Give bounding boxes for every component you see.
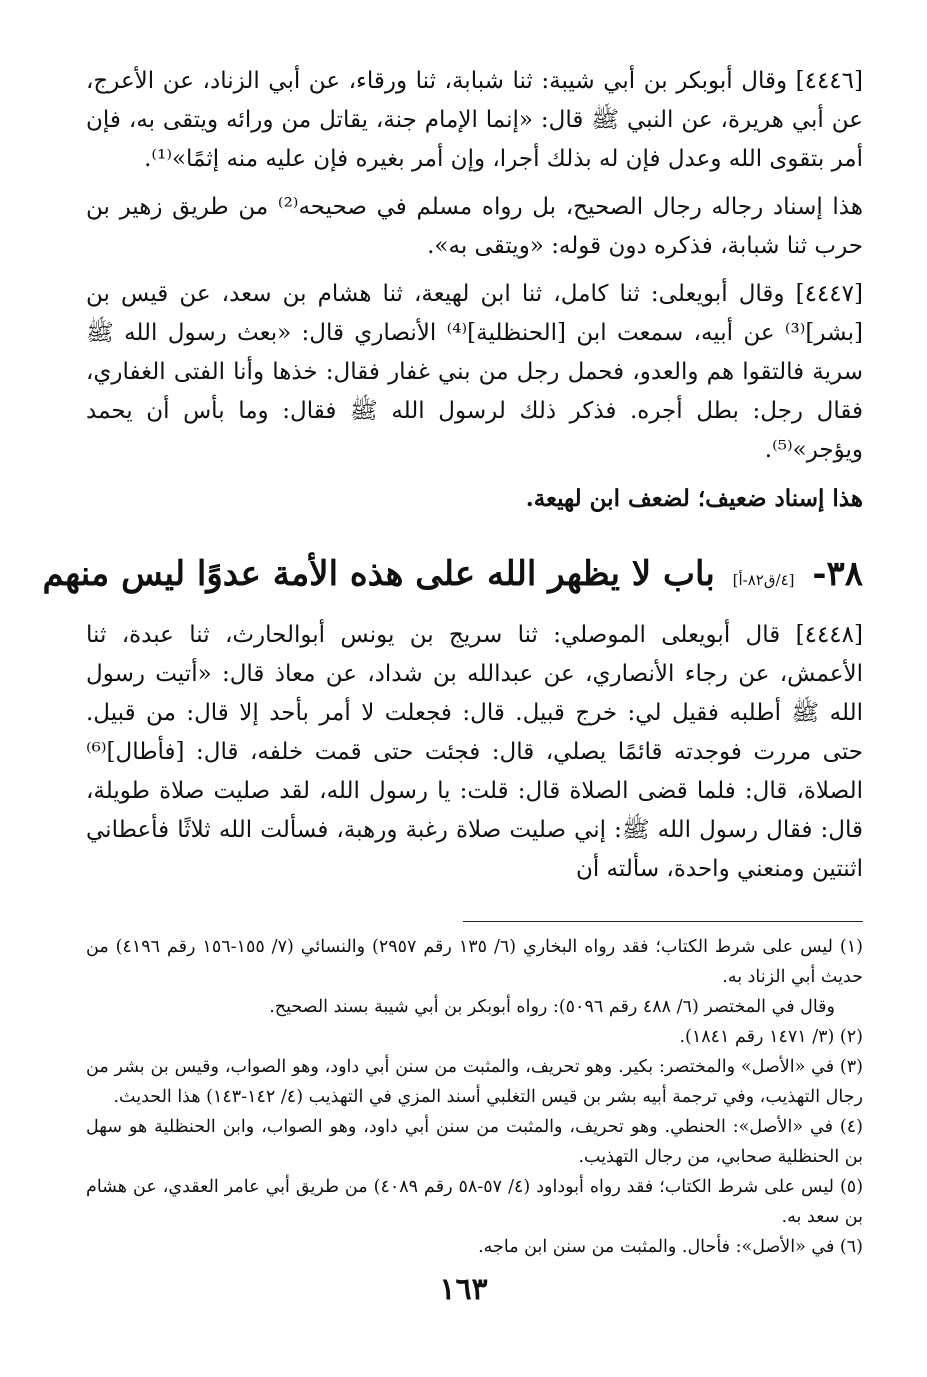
footnote-4: (٤) في «الأصل»: الحنطي. وهو تحريف، والمثبت من سنن أبي داود، وهو الصواب، وابن الحنظلية هو سهل بن الحنظلية صحابي، من رجال التهذيب. (86, 1117, 863, 1167)
main-text (42, 62, 864, 889)
footnote-1-continuation: وقال في المختصر (٦/ ٤٨٨ رقم ٥٠٩٦): رواه أبوبكر بن أبي شيبة بسند الصحيح. (269, 997, 835, 1017)
footnote-3: (٣) في «الأصل» والمختصر: بكير. وهو تحريف، والمثبت من سنن أبي داود، وهو الصواب، وقيس بن بشر من رجال التهذيب، وفي ترجمة أبيه بشر بن قيس التغلبي أسند المزي في التهذيب (٤/ ١٤٢-١٤٣) هذا الحديث. (86, 1057, 863, 1107)
manuscript-reference: [٤/ق٨٢-أ] (732, 571, 795, 589)
chapter-number: ٣٨- (812, 554, 863, 594)
footnotes (86, 932, 863, 1262)
isnad-comment-4447: هذا إسناد ضعيف؛ لضعف ابن لهيعة. (525, 485, 863, 512)
hadith-4447: [٤٤٤٧] وقال أبويعلى: ثنا كامل، ثنا ابن لهيعة، ثنا هشام بن سعد، عن قيس بن [بشر]⁽³⁾ عن أبيه، سمعت ابن [الحنظلية]⁽⁴⁾ الأنصاري قال: «بعث رسول الله ﷺ سرية فالتقوا هم والعدو، فحمل رجل من بني غفار فقال: خذها وأنا الفتى الغفاري، فقال رجل: بطل أجره. فذكر ذلك لرسول الله ﷺ فقال: وما بأس أن يحمد ويؤجر»⁽⁵⁾. (86, 281, 863, 463)
footnote-5: (٥) ليس على شرط الكتاب؛ فقد رواه أبوداود (٤/ ٥٧-٥٨ رقم ٤٠٨٩) من طريق أبي عامر العقدي، عن هشام بن سعد به. (86, 1177, 864, 1227)
chapter-title: باب لا يظهر الله على هذه الأمة عدوًا ليس منهم (42, 554, 715, 594)
footnote-6: (٦) في «الأصل»: فأحال. والمثبت من سنن ابن ماجه. (478, 1237, 863, 1257)
hadith-4448: [٤٤٤٨] قال أبويعلى الموصلي: ثنا سريج بن يونس أبوالحارث، ثنا عبدة، ثنا الأعمش، عن رجاء الأنصاري، عن عبدالله بن شداد، عن معاذ قال: «أتيت رسول الله ﷺ أطلبه فقيل لي: خرج قبيل. قال: فجعلت لا أمر بأحد إلا قال: من قبيل. حتى مررت فوجدته قائمًا يصلي، قال: فجئت حتى قمت خلفه، قال: [فأطال]⁽⁶⁾ الصلاة، قال: فلما قضى الصلاة قال: قلت: يا رسول الله، لقد صليت صلاة طويلة، قال: فقال رسول الله ﷺ: إني صليت صلاة رغبة ورهبة، فسألت الله ثلاثًا فأعطاني اثنتين ومنعني واحدة، سألته أن (86, 622, 863, 882)
chapter-heading (42, 548, 863, 606)
footnote-divider (463, 921, 863, 922)
footnote-2: (٢) (٣/ ١٤٧١ رقم ١٨٤١). (679, 1027, 863, 1047)
footnote-1: (١) ليس على شرط الكتاب؛ فقد رواه البخاري (٦/ ١٣٥ رقم ٢٩٥٧) والنسائي (٧/ ١٥٥-١٥٦ رقم ٤١٩٦) من حديث أبي الزناد به. (86, 937, 863, 987)
isnad-comment-4446: هذا إسناد رجاله رجال الصحيح، بل رواه مسلم في صحيحه⁽²⁾ من طريق زهير بن حرب ثنا شبابة، فذكره دون قوله: «ويتقى به». (86, 194, 864, 259)
page-number: ١٦٣ (439, 1272, 488, 1307)
hadith-4446: [٤٤٤٦] وقال أبوبكر بن أبي شيبة: ثنا شبابة، ثنا ورقاء، عن أبي الزناد، عن الأعرج، عن أبي هريرة، عن النبي ﷺ قال: «إنما الإمام جنة، يقاتل من ورائه ويتقى به، فإن أمر بتقوى الله وعدل فإن له بذلك أجرا، وإن أمر بغيره فإن عليه منه إثمًا»⁽¹⁾. (86, 68, 863, 172)
